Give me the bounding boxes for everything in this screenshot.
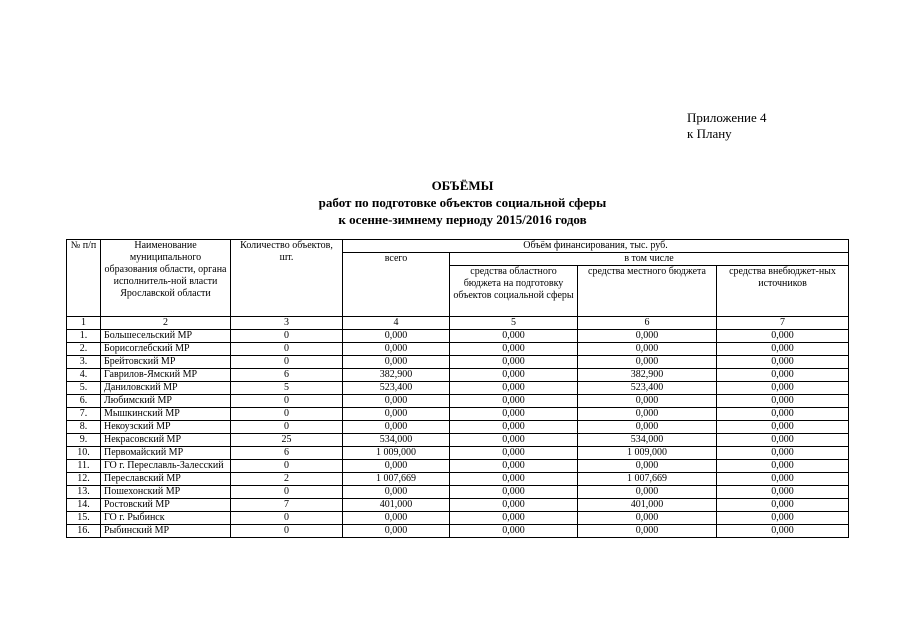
- cell-name: Даниловский МР: [101, 382, 231, 395]
- cell-regional: 0,000: [450, 356, 578, 369]
- cell-local: 0,000: [578, 330, 717, 343]
- cell-local: 0,000: [578, 408, 717, 421]
- header-num: № п/п: [67, 240, 101, 317]
- table-row: [67, 343, 849, 356]
- cell-count: 2: [231, 473, 343, 486]
- cell-total: 0,000: [343, 356, 450, 369]
- cell-count: 0: [231, 512, 343, 525]
- cell-regional: 0,000: [450, 421, 578, 434]
- cell-extra: 0,000: [717, 421, 849, 434]
- cell-extra: 0,000: [717, 330, 849, 343]
- cell-total: 0,000: [343, 486, 450, 499]
- cell-local: 534,000: [578, 434, 717, 447]
- cell-extra: 0,000: [717, 369, 849, 382]
- cell-total: 1 009,000: [343, 447, 450, 460]
- cell-regional: 0,000: [450, 447, 578, 460]
- table-row: [67, 421, 849, 434]
- cell-num: 16.: [67, 525, 101, 538]
- cell-count: 0: [231, 408, 343, 421]
- cell-local: 0,000: [578, 421, 717, 434]
- cell-extra: 0,000: [717, 486, 849, 499]
- cell-count: 0: [231, 421, 343, 434]
- cell-local: 0,000: [578, 343, 717, 356]
- table-row: [67, 369, 849, 382]
- cell-regional: 0,000: [450, 434, 578, 447]
- cell-num: 6.: [67, 395, 101, 408]
- table-row: [67, 499, 849, 512]
- cell-total: 0,000: [343, 512, 450, 525]
- cell-count: 6: [231, 447, 343, 460]
- cell-total: 382,900: [343, 369, 450, 382]
- cell-local: 0,000: [578, 512, 717, 525]
- cell-extra: 0,000: [717, 434, 849, 447]
- cell-num: 13.: [67, 486, 101, 499]
- cell-regional: 0,000: [450, 486, 578, 499]
- header-name: Наименование муниципального образования области, органа исполнитель-ной власти Ярославской области: [101, 240, 231, 317]
- appendix-line-1: Приложение 4: [687, 110, 767, 125]
- cell-regional: 0,000: [450, 369, 578, 382]
- cell-count: 0: [231, 460, 343, 473]
- cell-regional: 0,000: [450, 512, 578, 525]
- table-body: [67, 317, 849, 538]
- cell-count: 5: [231, 382, 343, 395]
- cell-extra: 0,000: [717, 460, 849, 473]
- cell-name: Большесельский МР: [101, 330, 231, 343]
- header-including: в том числе: [450, 253, 849, 266]
- appendix-note: [687, 110, 767, 142]
- cell-num: 8.: [67, 421, 101, 434]
- cell-total: 0,000: [343, 525, 450, 538]
- cell-local: 0,000: [578, 486, 717, 499]
- cell-num: 4.: [67, 369, 101, 382]
- table-row: [67, 330, 849, 343]
- table-row: [67, 434, 849, 447]
- table-row: [67, 382, 849, 395]
- col-number-7: 7: [717, 317, 849, 330]
- cell-local: 0,000: [578, 525, 717, 538]
- table-row: [67, 408, 849, 421]
- col-number-2: 2: [101, 317, 231, 330]
- table-row: [67, 512, 849, 525]
- header-count: Количество объектов, шт.: [231, 240, 343, 317]
- cell-count: 0: [231, 356, 343, 369]
- cell-name: ГО г. Переславль-Залесский: [101, 460, 231, 473]
- cell-count: 0: [231, 486, 343, 499]
- col-number-4: 4: [343, 317, 450, 330]
- table-row: [67, 460, 849, 473]
- cell-num: 12.: [67, 473, 101, 486]
- table-row: [67, 525, 849, 538]
- cell-extra: 0,000: [717, 395, 849, 408]
- cell-count: 0: [231, 395, 343, 408]
- cell-num: 7.: [67, 408, 101, 421]
- cell-local: 1 007,669: [578, 473, 717, 486]
- cell-num: 1.: [67, 330, 101, 343]
- cell-total: 534,000: [343, 434, 450, 447]
- header-funding: Объём финансирования, тыс. руб.: [343, 240, 849, 253]
- cell-extra: 0,000: [717, 525, 849, 538]
- cell-regional: 0,000: [450, 460, 578, 473]
- cell-num: 3.: [67, 356, 101, 369]
- cell-num: 10.: [67, 447, 101, 460]
- table-row: [67, 395, 849, 408]
- column-number-row: [67, 317, 849, 330]
- cell-name: Мышкинский МР: [101, 408, 231, 421]
- cell-count: 0: [231, 330, 343, 343]
- cell-name: Рыбинский МР: [101, 525, 231, 538]
- col-number-6: 6: [578, 317, 717, 330]
- table-row: [67, 473, 849, 486]
- cell-num: 2.: [67, 343, 101, 356]
- cell-extra: 0,000: [717, 447, 849, 460]
- cell-total: 0,000: [343, 421, 450, 434]
- cell-local: 382,900: [578, 369, 717, 382]
- header-total: всего: [343, 253, 450, 317]
- cell-regional: 0,000: [450, 525, 578, 538]
- cell-local: 1 009,000: [578, 447, 717, 460]
- cell-extra: 0,000: [717, 343, 849, 356]
- document-title: [0, 177, 905, 228]
- cell-regional: 0,000: [450, 343, 578, 356]
- cell-name: ГО г. Рыбинск: [101, 512, 231, 525]
- title-line-3: к осенне-зимнему периоду 2015/2016 годов: [338, 212, 587, 227]
- title-line-1: ОБЪЁМЫ: [431, 178, 494, 193]
- cell-name: Гаврилов-Ямский МР: [101, 369, 231, 382]
- cell-extra: 0,000: [717, 356, 849, 369]
- header-local: средства местного бюджета: [578, 266, 717, 317]
- cell-extra: 0,000: [717, 408, 849, 421]
- cell-extra: 0,000: [717, 382, 849, 395]
- cell-local: 523,400: [578, 382, 717, 395]
- cell-name: Первомайский МР: [101, 447, 231, 460]
- header-extra: средства внебюджет-ных источников: [717, 266, 849, 317]
- cell-local: 0,000: [578, 356, 717, 369]
- cell-local: 0,000: [578, 460, 717, 473]
- cell-name: Пошехонский МР: [101, 486, 231, 499]
- cell-num: 9.: [67, 434, 101, 447]
- title-line-2: работ по подготовке объектов социальной сферы: [318, 195, 607, 210]
- cell-num: 11.: [67, 460, 101, 473]
- cell-name: Ростовский МР: [101, 499, 231, 512]
- cell-total: 0,000: [343, 408, 450, 421]
- cell-extra: 0,000: [717, 512, 849, 525]
- cell-regional: 0,000: [450, 330, 578, 343]
- cell-regional: 0,000: [450, 395, 578, 408]
- cell-name: Некрасовский МР: [101, 434, 231, 447]
- funding-table: [66, 239, 849, 538]
- cell-total: 401,000: [343, 499, 450, 512]
- cell-local: 401,000: [578, 499, 717, 512]
- table-row: [67, 447, 849, 460]
- cell-regional: 0,000: [450, 499, 578, 512]
- cell-count: 6: [231, 369, 343, 382]
- header-regional: средства областного бюджета на подготовку объектов социальной сферы: [450, 266, 578, 317]
- cell-total: 0,000: [343, 330, 450, 343]
- cell-count: 0: [231, 343, 343, 356]
- cell-regional: 0,000: [450, 382, 578, 395]
- cell-total: 0,000: [343, 343, 450, 356]
- cell-num: 15.: [67, 512, 101, 525]
- cell-regional: 0,000: [450, 408, 578, 421]
- cell-num: 5.: [67, 382, 101, 395]
- col-number-1: 1: [67, 317, 101, 330]
- col-number-3: 3: [231, 317, 343, 330]
- cell-total: 523,400: [343, 382, 450, 395]
- appendix-line-2: к Плану: [687, 126, 732, 141]
- cell-extra: 0,000: [717, 499, 849, 512]
- cell-count: 0: [231, 525, 343, 538]
- cell-name: Брейтовский МР: [101, 356, 231, 369]
- table-row: [67, 486, 849, 499]
- cell-name: Переславский МР: [101, 473, 231, 486]
- cell-num: 14.: [67, 499, 101, 512]
- cell-total: 0,000: [343, 395, 450, 408]
- table-row: [67, 356, 849, 369]
- cell-total: 1 007,669: [343, 473, 450, 486]
- cell-total: 0,000: [343, 460, 450, 473]
- cell-extra: 0,000: [717, 473, 849, 486]
- cell-name: Борисоглебский МР: [101, 343, 231, 356]
- cell-local: 0,000: [578, 395, 717, 408]
- cell-count: 25: [231, 434, 343, 447]
- cell-name: Некоузский МР: [101, 421, 231, 434]
- col-number-5: 5: [450, 317, 578, 330]
- cell-count: 7: [231, 499, 343, 512]
- cell-regional: 0,000: [450, 473, 578, 486]
- cell-name: Любимский МР: [101, 395, 231, 408]
